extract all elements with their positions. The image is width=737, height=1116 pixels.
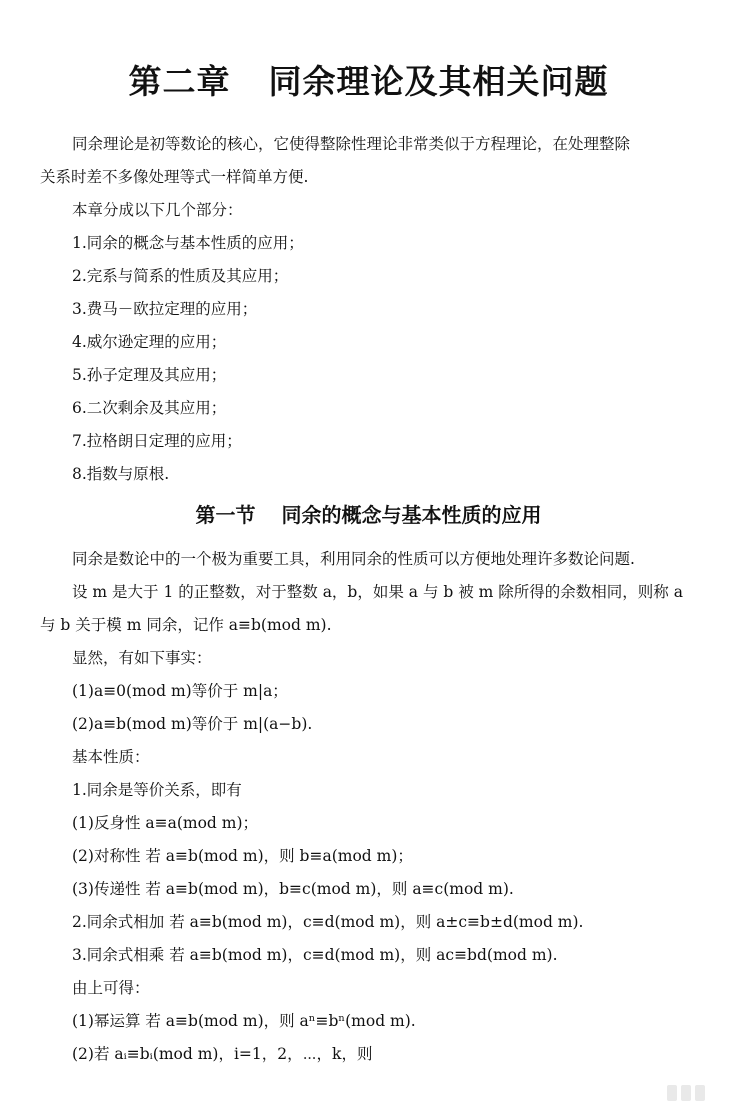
page-corner-marks bbox=[667, 1082, 727, 1104]
derive-heading: 由上可得： bbox=[72, 979, 150, 997]
facts-heading: 显然，有如下事实： bbox=[72, 649, 212, 667]
derived-item: (2)若 aᵢ≡bᵢ(mod m)，i=1，2，⋯，k，则 bbox=[72, 1045, 373, 1063]
property-item: 3.同余式相乘 若 a≡b(mod m)，c≡d(mod m)，则 ac≡bd(mod m). bbox=[72, 946, 558, 964]
property-item: 1.同余是等价关系，即有 bbox=[72, 781, 242, 799]
chapter-label: 第二章 bbox=[128, 62, 231, 101]
property-subitem: (1)反身性 a≡a(mod m)； bbox=[72, 814, 259, 832]
part-item: 4.威尔逊定理的应用； bbox=[72, 333, 227, 351]
section-intro: 同余是数论中的一个极为重要工具，利用同余的性质可以方便地处理许多数论问题. bbox=[72, 550, 635, 568]
chapter-heading: 同余理论及其相关问题 bbox=[268, 62, 609, 101]
part-item: 7.拉格朗日定理的应用； bbox=[72, 432, 242, 450]
section-title bbox=[0, 499, 737, 528]
part-item: 1.同余的概念与基本性质的应用； bbox=[72, 234, 304, 252]
properties-heading: 基本性质： bbox=[72, 748, 150, 766]
section-heading: 同余的概念与基本性质的应用 bbox=[281, 503, 542, 527]
fact-item: (1)a≡0(mod m)等价于 m|a； bbox=[72, 682, 288, 700]
property-subitem: (3)传递性 若 a≡b(mod m)，b≡c(mod m)，则 a≡c(mod m). bbox=[72, 880, 514, 898]
property-item: 2.同余式相加 若 a≡b(mod m)，c≡d(mod m)，则 a±c≡b±d(mod m). bbox=[72, 913, 584, 931]
fact-item: (2)a≡b(mod m)等价于 m|(a−b). bbox=[72, 715, 313, 733]
definition-line-2: 与 b 关于模 m 同余，记作 a≡b(mod m). bbox=[40, 616, 332, 634]
intro-paragraph-line-2: 关系时差不多像处理等式一样简单方便. bbox=[40, 168, 309, 186]
part-item: 5.孙子定理及其应用； bbox=[72, 366, 227, 384]
definition-line-1: 设 m 是大于 1 的正整数，对于整数 a，b，如果 a 与 b 被 m 除所得的余数相同，则称 a bbox=[72, 583, 683, 601]
part-item: 2.完系与简系的性质及其应用； bbox=[72, 267, 289, 285]
derived-item: (1)幂运算 若 a≡b(mod m)，则 aⁿ≡bⁿ(mod m). bbox=[72, 1012, 416, 1030]
parts-heading: 本章分成以下几个部分： bbox=[72, 201, 243, 219]
part-item: 3.费马－欧拉定理的应用； bbox=[72, 300, 258, 318]
intro-paragraph-line-1: 同余理论是初等数论的核心，它使得整除性理论非常类似于方程理论，在处理整除 bbox=[72, 135, 631, 153]
part-item: 8.指数与原根. bbox=[72, 465, 170, 483]
property-subitem: (2)对称性 若 a≡b(mod m)，则 b≡a(mod m)； bbox=[72, 847, 413, 865]
section-label: 第一节 bbox=[195, 503, 256, 527]
part-item: 6.二次剩余及其应用； bbox=[72, 399, 227, 417]
chapter-title bbox=[0, 56, 737, 103]
